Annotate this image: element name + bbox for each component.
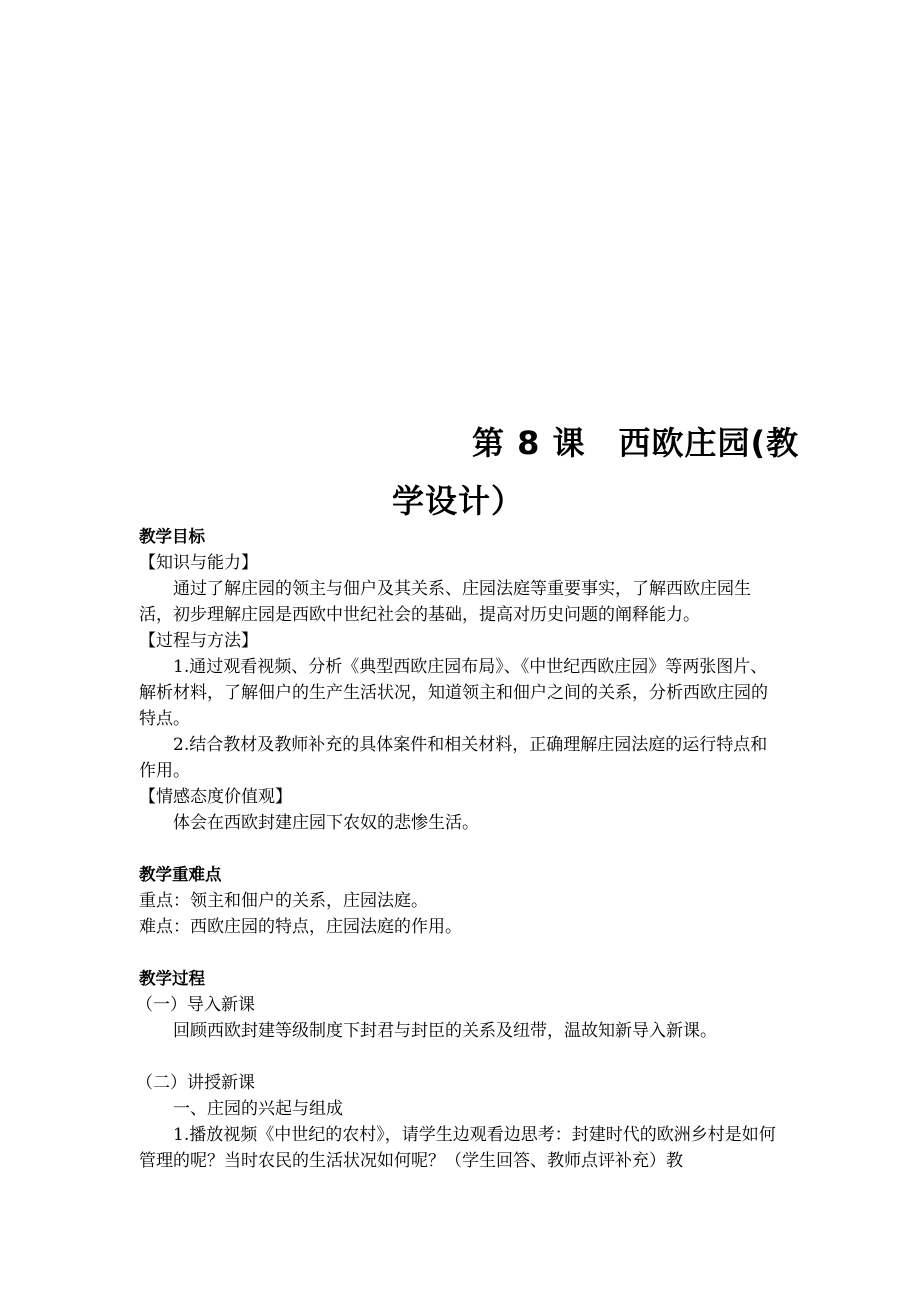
spacer <box>139 836 784 862</box>
knowledge-text: 通过了解庄园的领主与佃户及其关系、庄园法庭等重要事实，了解西欧庄园生活，初步理解庄园是西欧中世纪社会的基础，提高对历史问题的阐释能力。 <box>139 579 751 625</box>
spacer <box>139 940 784 966</box>
knowledge-label: 【知识与能力】 <box>139 553 258 573</box>
process-method-item-1: 1.通过观看视频、分析《典型西欧庄园布局》、《中世纪西欧庄园》等两张图片、解析材料，了解佃户的生产生活状况，知道领主和佃户之间的关系，分析西欧庄园的特点。 <box>139 657 768 729</box>
emotion-label: 【情感态度价值观】 <box>139 787 292 807</box>
part1-text: 回顾西欧封建等级制度下封君与封臣的关系及纽带，温故知新导入新课。 <box>173 1021 717 1041</box>
emotion-text: 体会在西欧封建庄园下农奴的悲惨生活。 <box>173 813 479 833</box>
lesson-title-line2: 学设计） <box>392 482 525 520</box>
document-body <box>136 524 784 1174</box>
part1-label: （一）导入新课 <box>136 995 255 1015</box>
process-method-item-2: 2.结合教材及教师补充的具体案件和相关材料，正确理解庄园法庭的运行特点和作用。 <box>139 735 768 781</box>
lesson-title-line1: 第 8 课 西欧庄园(教 <box>472 424 800 462</box>
part2-label: （二）讲授新课 <box>136 1073 255 1093</box>
key-point: 重点：领主和佃户的关系，庄园法庭。 <box>139 891 428 911</box>
spacer <box>139 1044 784 1070</box>
difficult-point: 难点：西欧庄园的特点，庄园法庭的作用。 <box>139 917 462 937</box>
part2-item-1: 1.播放视频《中世纪的农村》，请学生边观看边思考：封建时代的欧洲乡村是如何管理的呢？当时农民的生活状况如何呢？（学生回答、教师点评补充）教 <box>139 1125 776 1171</box>
teaching-process-heading: 教学过程 <box>139 969 205 988</box>
objectives-heading: 教学目标 <box>139 527 205 546</box>
keypoints-heading: 教学重难点 <box>139 865 222 884</box>
part2-subheading: 一、庄园的兴起与组成 <box>173 1099 343 1119</box>
process-method-label: 【过程与方法】 <box>139 631 258 651</box>
